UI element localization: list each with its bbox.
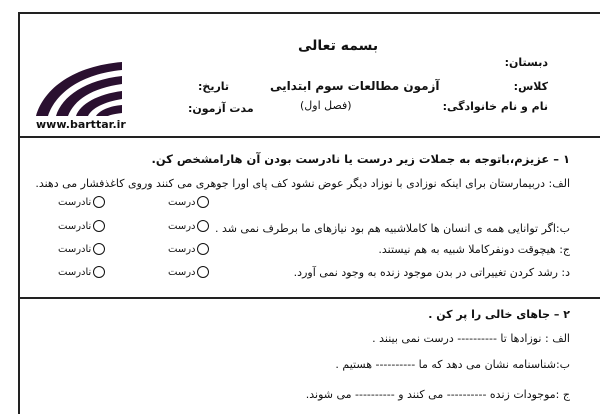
q1-b-false[interactable]: نادرست <box>58 220 105 232</box>
duration-label: مدت آزمون: <box>188 102 254 115</box>
q1-a-false[interactable]: نادرست <box>58 196 105 208</box>
q1-item-d: د: رشد کردن تغییراتی در بدن موجود زنده به وجود نمی آورد. <box>293 266 570 279</box>
q2-line-a: الف : نوزادها تا ---------- درست نمی بینند . <box>372 332 570 345</box>
q1-d-true[interactable]: درست <box>168 266 209 278</box>
q1-instruction: ۱ – عزیزم،باتوجه به جملات زیر درست یا نادرست بودن آن هارامشخص کن. <box>151 152 570 166</box>
class-label: کلاس: <box>513 80 548 93</box>
radio-d-false[interactable] <box>93 266 105 278</box>
q2-number: ۲ <box>563 308 570 321</box>
q2-line-c: ج :موجودات زنده ---------- می کنند و ---------- می شوند. <box>305 388 570 401</box>
header-divider <box>18 136 600 138</box>
exam-title: آزمون مطالعات سوم ابتدایی <box>270 79 440 93</box>
radio-d-true[interactable] <box>197 266 209 278</box>
radio-b-false[interactable] <box>93 220 105 232</box>
q2-line-b: ب:شناسنامه نشان می دهد که ما ---------- هستیم . <box>335 358 570 371</box>
bismillah-title: بسمه تعالی <box>298 38 379 54</box>
school-label: دبستان: <box>504 56 548 69</box>
q1-item-b: ب:اگر توانایی همه ی انسان ها کاملاشبیه هم بود نیازهای ما برطرف نمی شد . <box>214 222 570 235</box>
q1-c-true[interactable]: درست <box>168 243 209 255</box>
radio-c-false[interactable] <box>93 243 105 255</box>
q1-c-false[interactable]: نادرست <box>58 243 105 255</box>
q1-b-true[interactable]: درست <box>168 220 209 232</box>
q1-a-true[interactable]: درست <box>168 196 209 208</box>
date-label: تاریخ: <box>198 80 230 93</box>
section-divider <box>18 297 600 299</box>
barttar-logo-icon <box>34 58 124 118</box>
student-name-label: نام و نام خانوادگی: <box>442 100 548 113</box>
radio-c-true[interactable] <box>197 243 209 255</box>
radio-a-false[interactable] <box>93 196 105 208</box>
chapter-label: (فصل اول) <box>300 99 352 112</box>
q1-item-a: الف: دربیمارستان برای اینکه نوزادی با نوزاد دیگر عوض نشود کف پای اورا جوهری می کنند وروی کاغذفشار می دهند. <box>35 177 570 190</box>
q2-text: – جاهای خالی را پر کن . <box>428 308 560 321</box>
radio-a-true[interactable] <box>197 196 209 208</box>
q1-item-c: ج: هیچوقت دونفرکاملا شبیه به هم نیستند. <box>378 243 570 256</box>
radio-b-true[interactable] <box>197 220 209 232</box>
website-url: www.barttar.ir <box>36 118 126 131</box>
q1-d-false[interactable]: نادرست <box>58 266 105 278</box>
q2-instruction <box>428 308 570 321</box>
